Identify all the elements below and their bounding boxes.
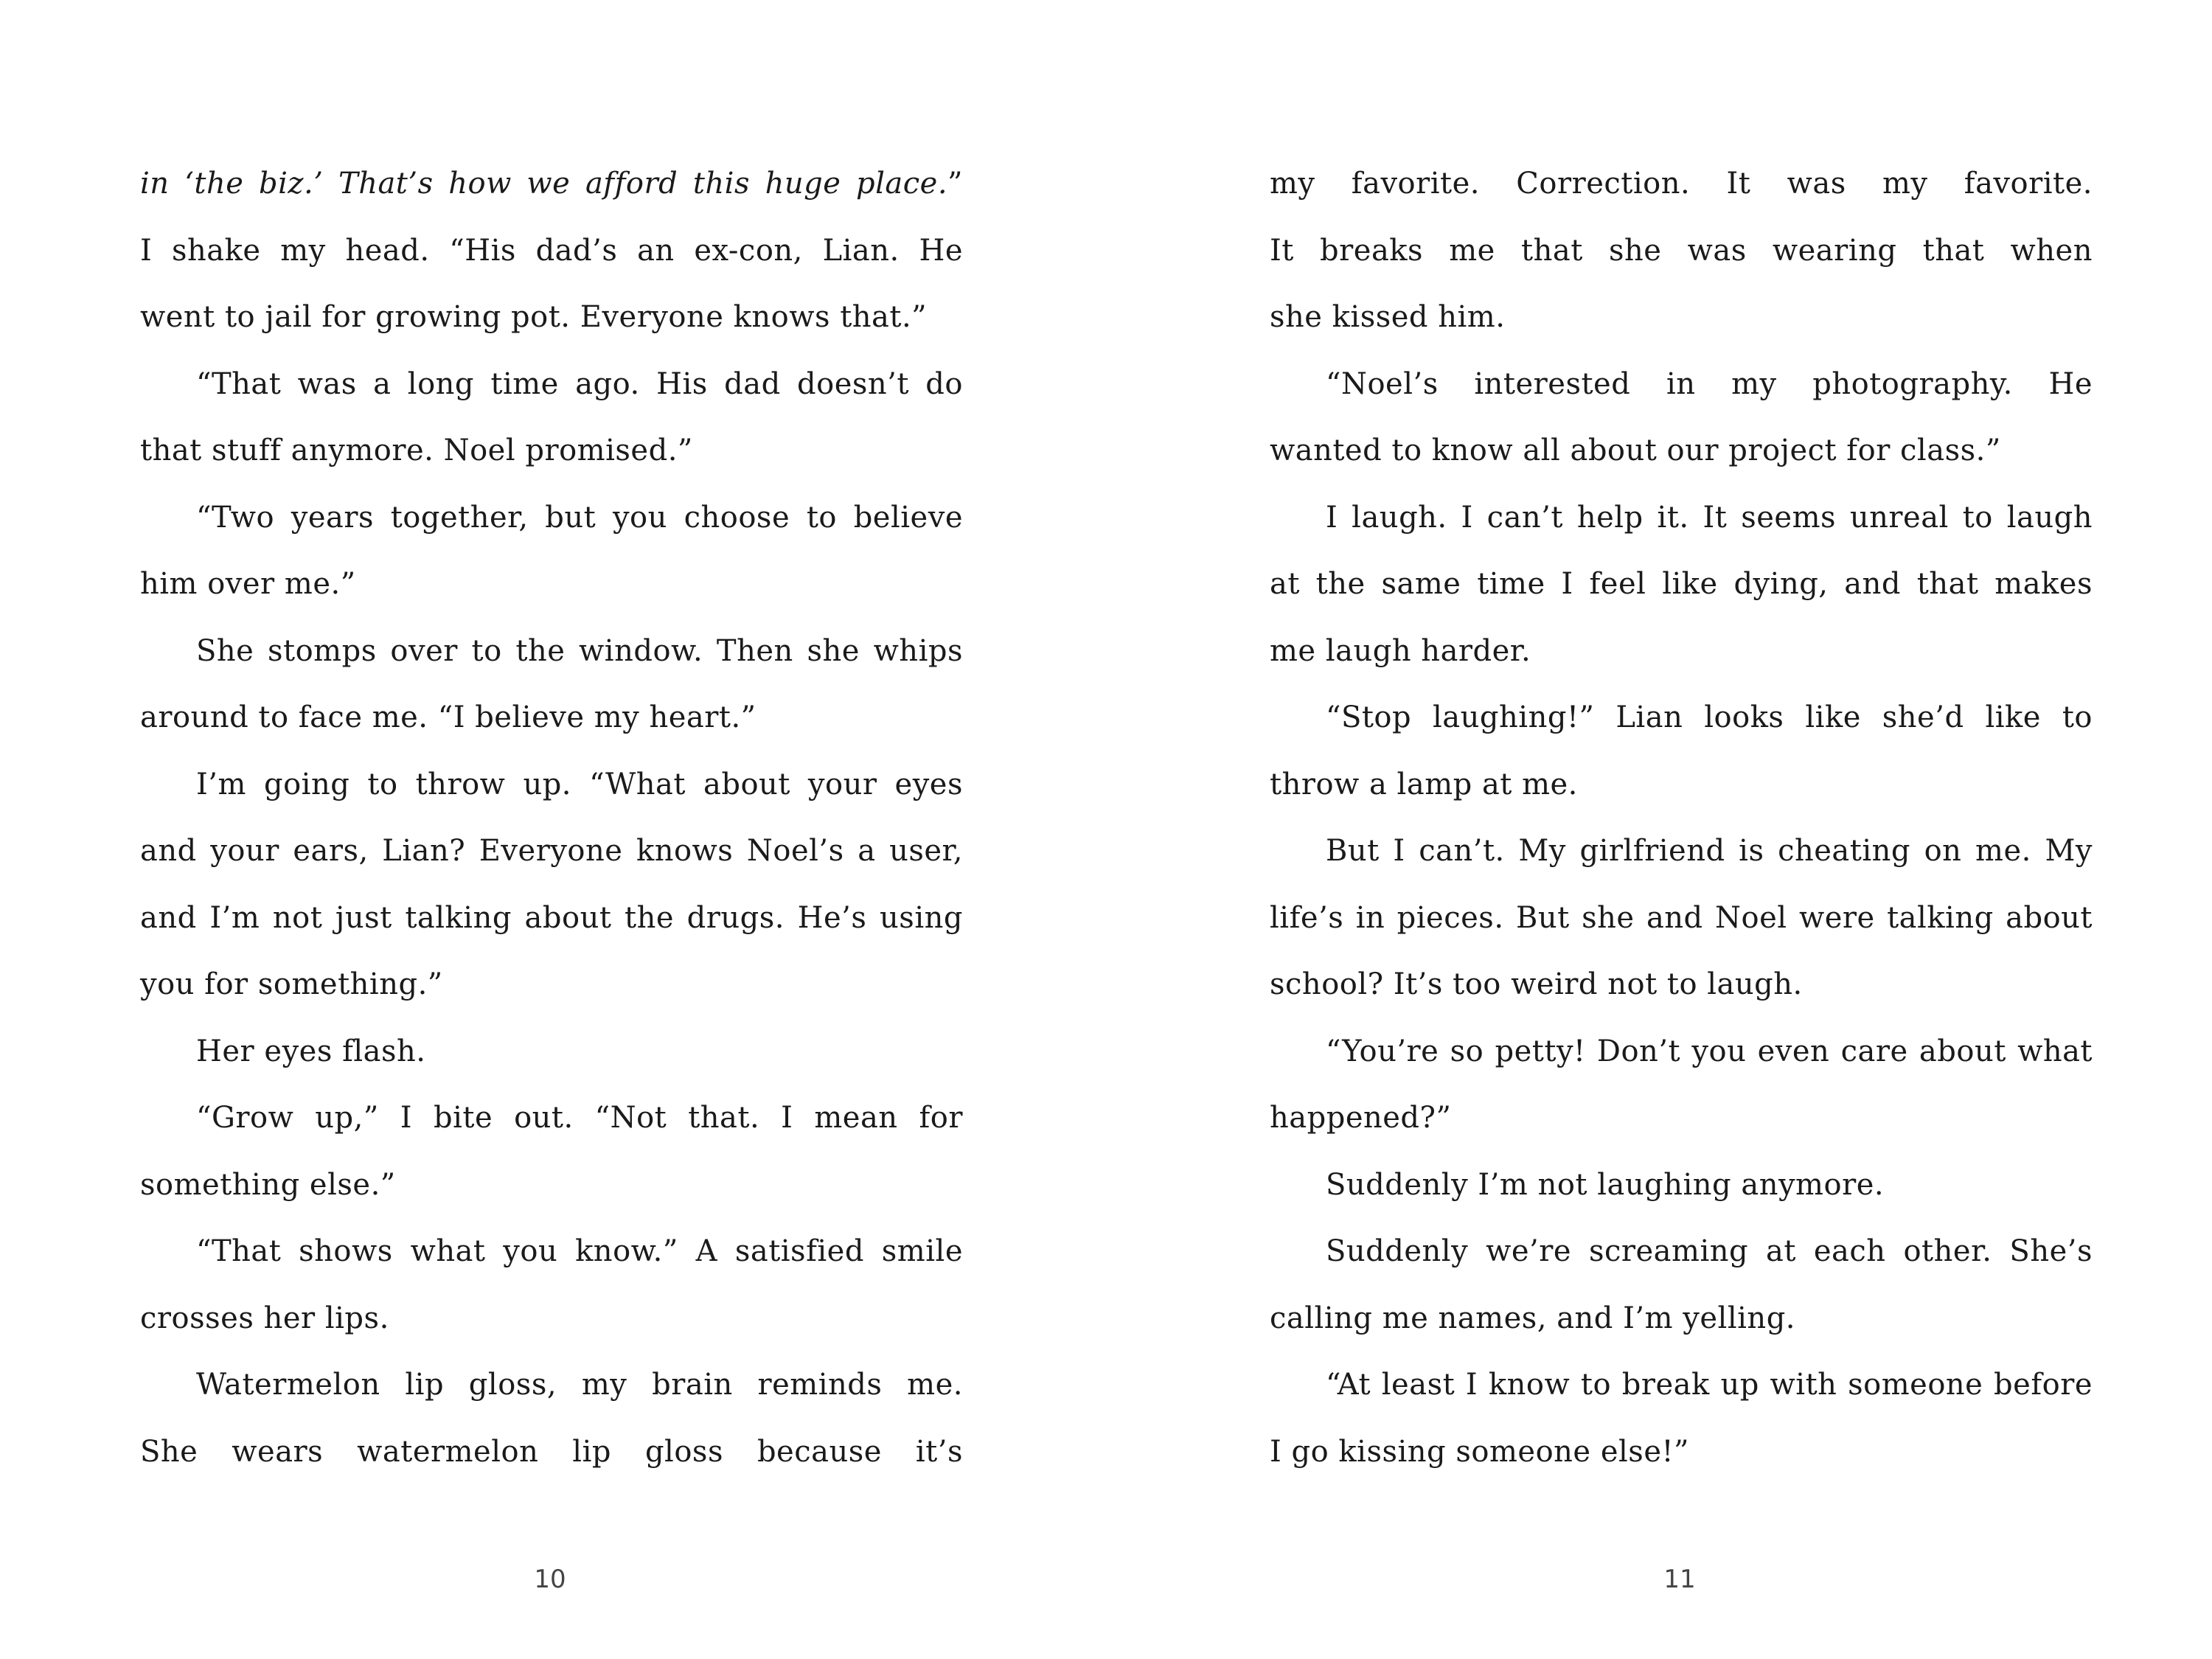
text-line: wanted to know all about our project for class.” bbox=[1270, 434, 2001, 467]
text-line: “Noel’s interested in my photography. He bbox=[1326, 366, 2093, 401]
text-line: I shake my head. “His dad’s an ex-con, Lian. He bbox=[140, 233, 963, 268]
text-line: life’s in pieces. But she and Noel were talking about bbox=[1270, 900, 2093, 935]
italic-text: in ‘the biz.’ That’s how we afford this huge place. bbox=[140, 167, 948, 201]
text-line: “That shows what you know.” A satisfied smile bbox=[196, 1234, 963, 1268]
text-line: school? It’s too weird not to laugh. bbox=[1270, 967, 1803, 1001]
text-line: I’m going to throw up. “What about your eyes bbox=[196, 767, 963, 801]
text-line bbox=[140, 150, 963, 218]
text-line: But I can’t. My girlfriend is cheating on me. My bbox=[1326, 834, 2093, 868]
text-line: Suddenly I’m not laughing anymore. bbox=[1326, 1167, 1885, 1202]
left-page-number: 10 bbox=[534, 1565, 566, 1594]
text-line: I go kissing someone else!” bbox=[1270, 1434, 1690, 1469]
text-line: It breaks me that she was wearing that when bbox=[1270, 233, 2093, 268]
text-line: she kissed him. bbox=[1270, 300, 1506, 334]
right-page-text bbox=[1270, 150, 2093, 1485]
text-line: “Stop laughing!” Lian looks like she’d like to bbox=[1326, 700, 2093, 734]
right-page-number: 11 bbox=[1663, 1565, 1696, 1594]
text-line: “Grow up,” I bite out. “Not that. I mean for bbox=[196, 1101, 963, 1135]
text-line: around to face me. “I believe my heart.” bbox=[140, 700, 757, 734]
text-line: and I’m not just talking about the drugs. He’s using bbox=[140, 900, 963, 935]
text-line: “At least I know to break up with someone before bbox=[1326, 1368, 2093, 1402]
text-line: “Two years together, but you choose to believe bbox=[196, 500, 963, 535]
text-line: something else.” bbox=[140, 1167, 396, 1202]
text-line: She stomps over to the window. Then she whips bbox=[196, 633, 963, 668]
left-page-text bbox=[140, 150, 963, 1485]
text-line: Her eyes flash. bbox=[196, 1034, 426, 1068]
text-line: at the same time I feel like dying, and that makes bbox=[1270, 567, 2093, 601]
text-line: happened?” bbox=[1270, 1101, 1452, 1135]
text-tail: ” bbox=[947, 167, 963, 201]
text-line: me laugh harder. bbox=[1270, 633, 1531, 668]
text-line: “That was a long time ago. His dad doesn’t do bbox=[196, 366, 963, 401]
text-line: Watermelon lip gloss, my brain reminds me. bbox=[196, 1368, 963, 1402]
text-line: and your ears, Lian? Everyone knows Noel’s a user, bbox=[140, 834, 963, 868]
text-line: him over me.” bbox=[140, 567, 356, 601]
text-line: went to jail for growing pot. Everyone knows that.” bbox=[140, 300, 928, 334]
text-line: “You’re so petty! Don’t you even care about what bbox=[1326, 1034, 2093, 1068]
text-line: my favorite. Correction. It was my favorite. bbox=[1270, 167, 2093, 201]
text-line: crosses her lips. bbox=[140, 1301, 389, 1335]
text-line: you for something.” bbox=[140, 967, 443, 1001]
text-line: throw a lamp at me. bbox=[1270, 767, 1578, 801]
text-line: that stuff anymore. Noel promised.” bbox=[140, 434, 693, 467]
text-line: Suddenly we’re screaming at each other. She’s bbox=[1326, 1234, 2093, 1268]
text-line: She wears watermelon lip gloss because it’s bbox=[140, 1434, 963, 1469]
text-line: I laugh. I can’t help it. It seems unreal to laugh bbox=[1326, 500, 2093, 535]
text-line: calling me names, and I’m yelling. bbox=[1270, 1301, 1796, 1335]
